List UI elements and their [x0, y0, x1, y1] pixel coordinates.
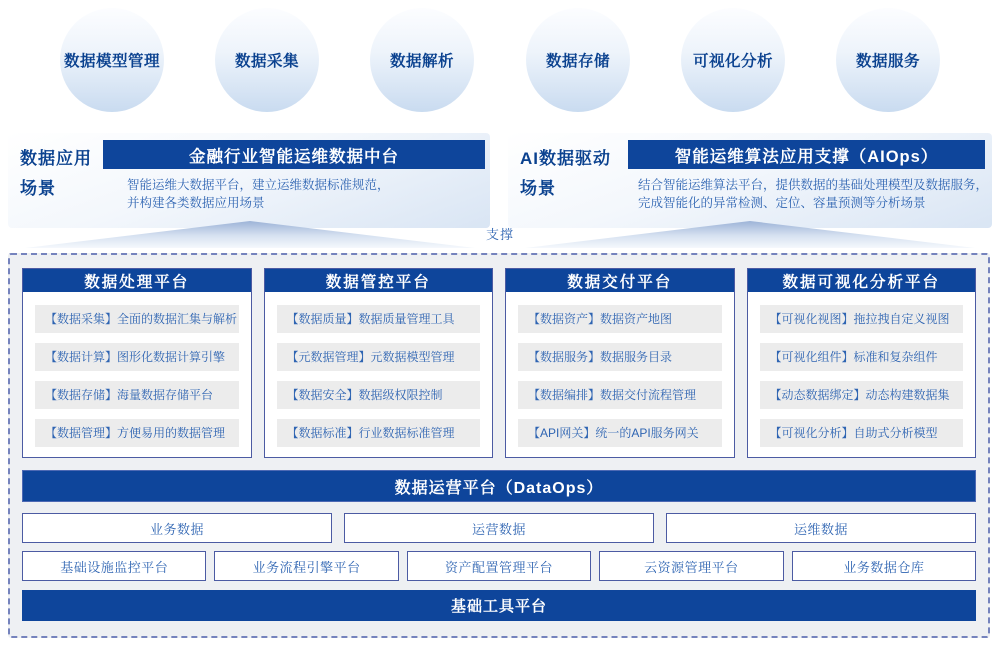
source-platform-cell: 资产配置管理平台	[407, 551, 591, 581]
platform-feature-item: 【数据采集】全面的数据汇集与解析	[35, 305, 239, 333]
platform-feature-item: 【数据安全】数据级权限控制	[277, 381, 481, 409]
scenario-left-label-line1: 数据应用	[20, 149, 92, 168]
platform-feature-item: 【动态数据绑定】动态构建数据集	[760, 381, 964, 409]
platform-column	[22, 268, 252, 458]
platform-feature-item: 【数据编排】数据交付流程管理	[518, 381, 722, 409]
platform-column-header: 数据可视化分析平台	[748, 269, 976, 292]
platform-feature-item: 【数据服务】数据服务目录	[518, 343, 722, 371]
platform-feature-item: 【数据存储】海量数据存储平台	[35, 381, 239, 409]
platform-column	[264, 268, 494, 458]
data-source-cell: 业务数据	[22, 513, 332, 543]
scenario-left-description	[127, 177, 390, 212]
source-platform-row	[22, 551, 976, 581]
platform-feature-item: 【数据计算】图形化数据计算引擎	[35, 343, 239, 371]
data-source-cell: 运营数据	[344, 513, 654, 543]
scenario-right-label-line1: AI数据驱动	[520, 149, 611, 168]
platform-feature-item: 【可视化组件】标准和复杂组件	[760, 343, 964, 371]
scenario-left-desc-line2: 并构建各类数据应用场景	[127, 195, 265, 210]
platform-feature-item: 【可视化视图】拖拉拽自定义视图	[760, 305, 964, 333]
scenario-right-desc-line1: 结合智能运维算法平台，提供数据的基础处理模型及数据服务，	[638, 178, 989, 192]
scenario-right-desc-line2: 完成智能化的异常检测、定位、容量预测等分析场景	[638, 195, 926, 210]
platform-feature-item: 【API网关】统一的API服务网关	[518, 419, 722, 447]
source-platform-cell: 业务流程引擎平台	[214, 551, 398, 581]
platform-columns	[22, 268, 976, 458]
data-source-row	[22, 513, 976, 543]
scenario-right-label-line2: 场景	[520, 179, 556, 198]
source-platform-cell: 基础设施监控平台	[22, 551, 206, 581]
scenario-left-label-line2: 场景	[20, 179, 56, 198]
platform-column-items	[506, 292, 734, 457]
platform-column-header: 数据处理平台	[23, 269, 251, 292]
scenario-data-application	[8, 133, 490, 228]
platform-column-items	[23, 292, 251, 457]
scenario-right-title-bar: 智能运维算法应用支撑（AIOps）	[628, 140, 985, 169]
platform-feature-item: 【数据标准】行业数据标准管理	[277, 419, 481, 447]
scenario-left-desc-line1: 智能运维大数据平台，建立运维数据标准规范，	[127, 178, 390, 192]
data-platform-panel	[8, 253, 990, 638]
scenario-left-label	[20, 144, 92, 204]
platform-column	[505, 268, 735, 458]
platform-column-items	[265, 292, 493, 457]
platform-column-header: 数据管控平台	[265, 269, 493, 292]
platform-feature-item: 【数据资产】数据资产地图	[518, 305, 722, 333]
capability-bubble: 数据存储	[526, 8, 630, 112]
scenario-left-title-bar: 金融行业智能运维数据中台	[103, 140, 485, 169]
capability-bubble: 数据采集	[215, 8, 319, 112]
scenario-right-description	[638, 177, 988, 212]
platform-feature-item: 【元数据管理】元数据模型管理	[277, 343, 481, 371]
platform-feature-item: 【数据质量】数据质量管理工具	[277, 305, 481, 333]
capability-bubble: 数据服务	[836, 8, 940, 112]
data-source-cell: 运维数据	[666, 513, 976, 543]
scenario-ai-data-driven	[508, 133, 992, 228]
capability-bubble: 数据解析	[370, 8, 474, 112]
base-tools-bar: 基础工具平台	[22, 590, 976, 621]
scenario-right-label	[520, 144, 611, 204]
capability-bubble: 数据模型管理	[60, 8, 164, 112]
source-platform-cell: 业务数据仓库	[792, 551, 976, 581]
source-platform-cell: 云资源管理平台	[599, 551, 783, 581]
dataops-bar: 数据运营平台（DataOps）	[22, 470, 976, 502]
support-label: 支撑	[485, 227, 514, 242]
platform-feature-item: 【数据管理】方便易用的数据管理	[35, 419, 239, 447]
capability-bubble: 可视化分析	[681, 8, 785, 112]
platform-column-items	[748, 292, 976, 457]
platform-column-header: 数据交付平台	[506, 269, 734, 292]
platform-feature-item: 【可视化分析】自助式分析模型	[760, 419, 964, 447]
platform-column	[747, 268, 977, 458]
